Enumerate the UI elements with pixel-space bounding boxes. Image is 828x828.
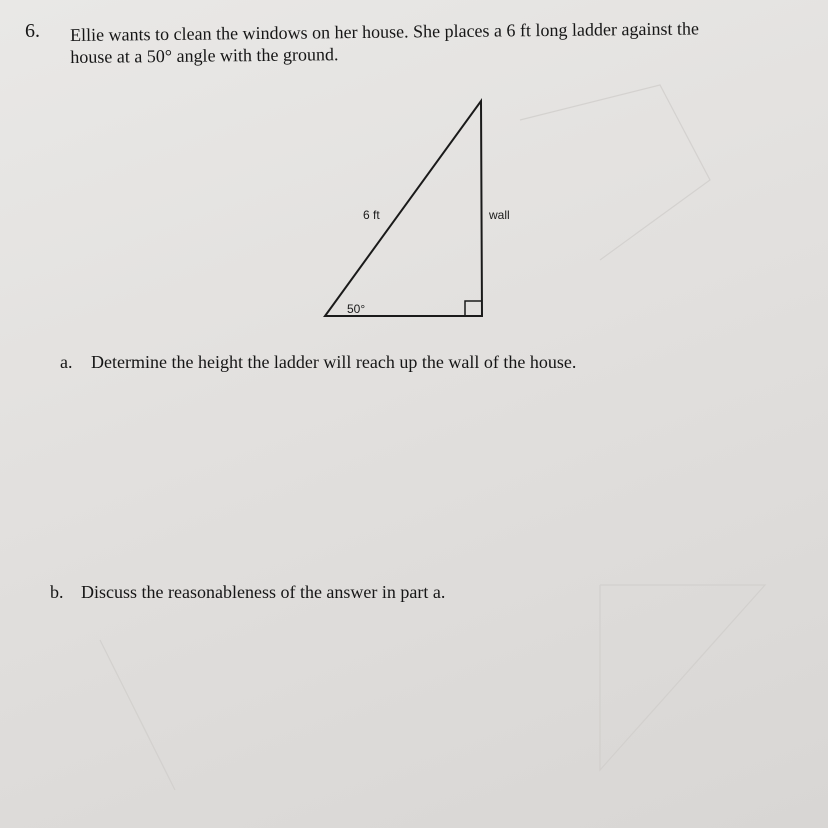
triangle-outline (325, 101, 482, 316)
part-a-letter: a. (60, 352, 73, 372)
question-text-line1: Ellie wants to clean the windows on her house. She places a 6 ft long ladder against the (70, 18, 700, 45)
part-b (50, 582, 445, 603)
hypotenuse-label: 6 ft (363, 208, 380, 222)
angle-label: 50° (347, 302, 366, 316)
right-angle-marker (465, 301, 482, 316)
part-a-text: Determine the height the ladder will reach up the wall of the house. (91, 352, 577, 372)
question-number: 6. (25, 20, 40, 42)
part-b-text: Discuss the reasonableness of the answer in part a. (81, 582, 446, 602)
wall-label: wall (489, 208, 510, 222)
question-text-line2: house at a 50° angle with the ground. (70, 44, 339, 67)
part-a (60, 352, 576, 373)
part-b-letter: b. (50, 582, 64, 602)
